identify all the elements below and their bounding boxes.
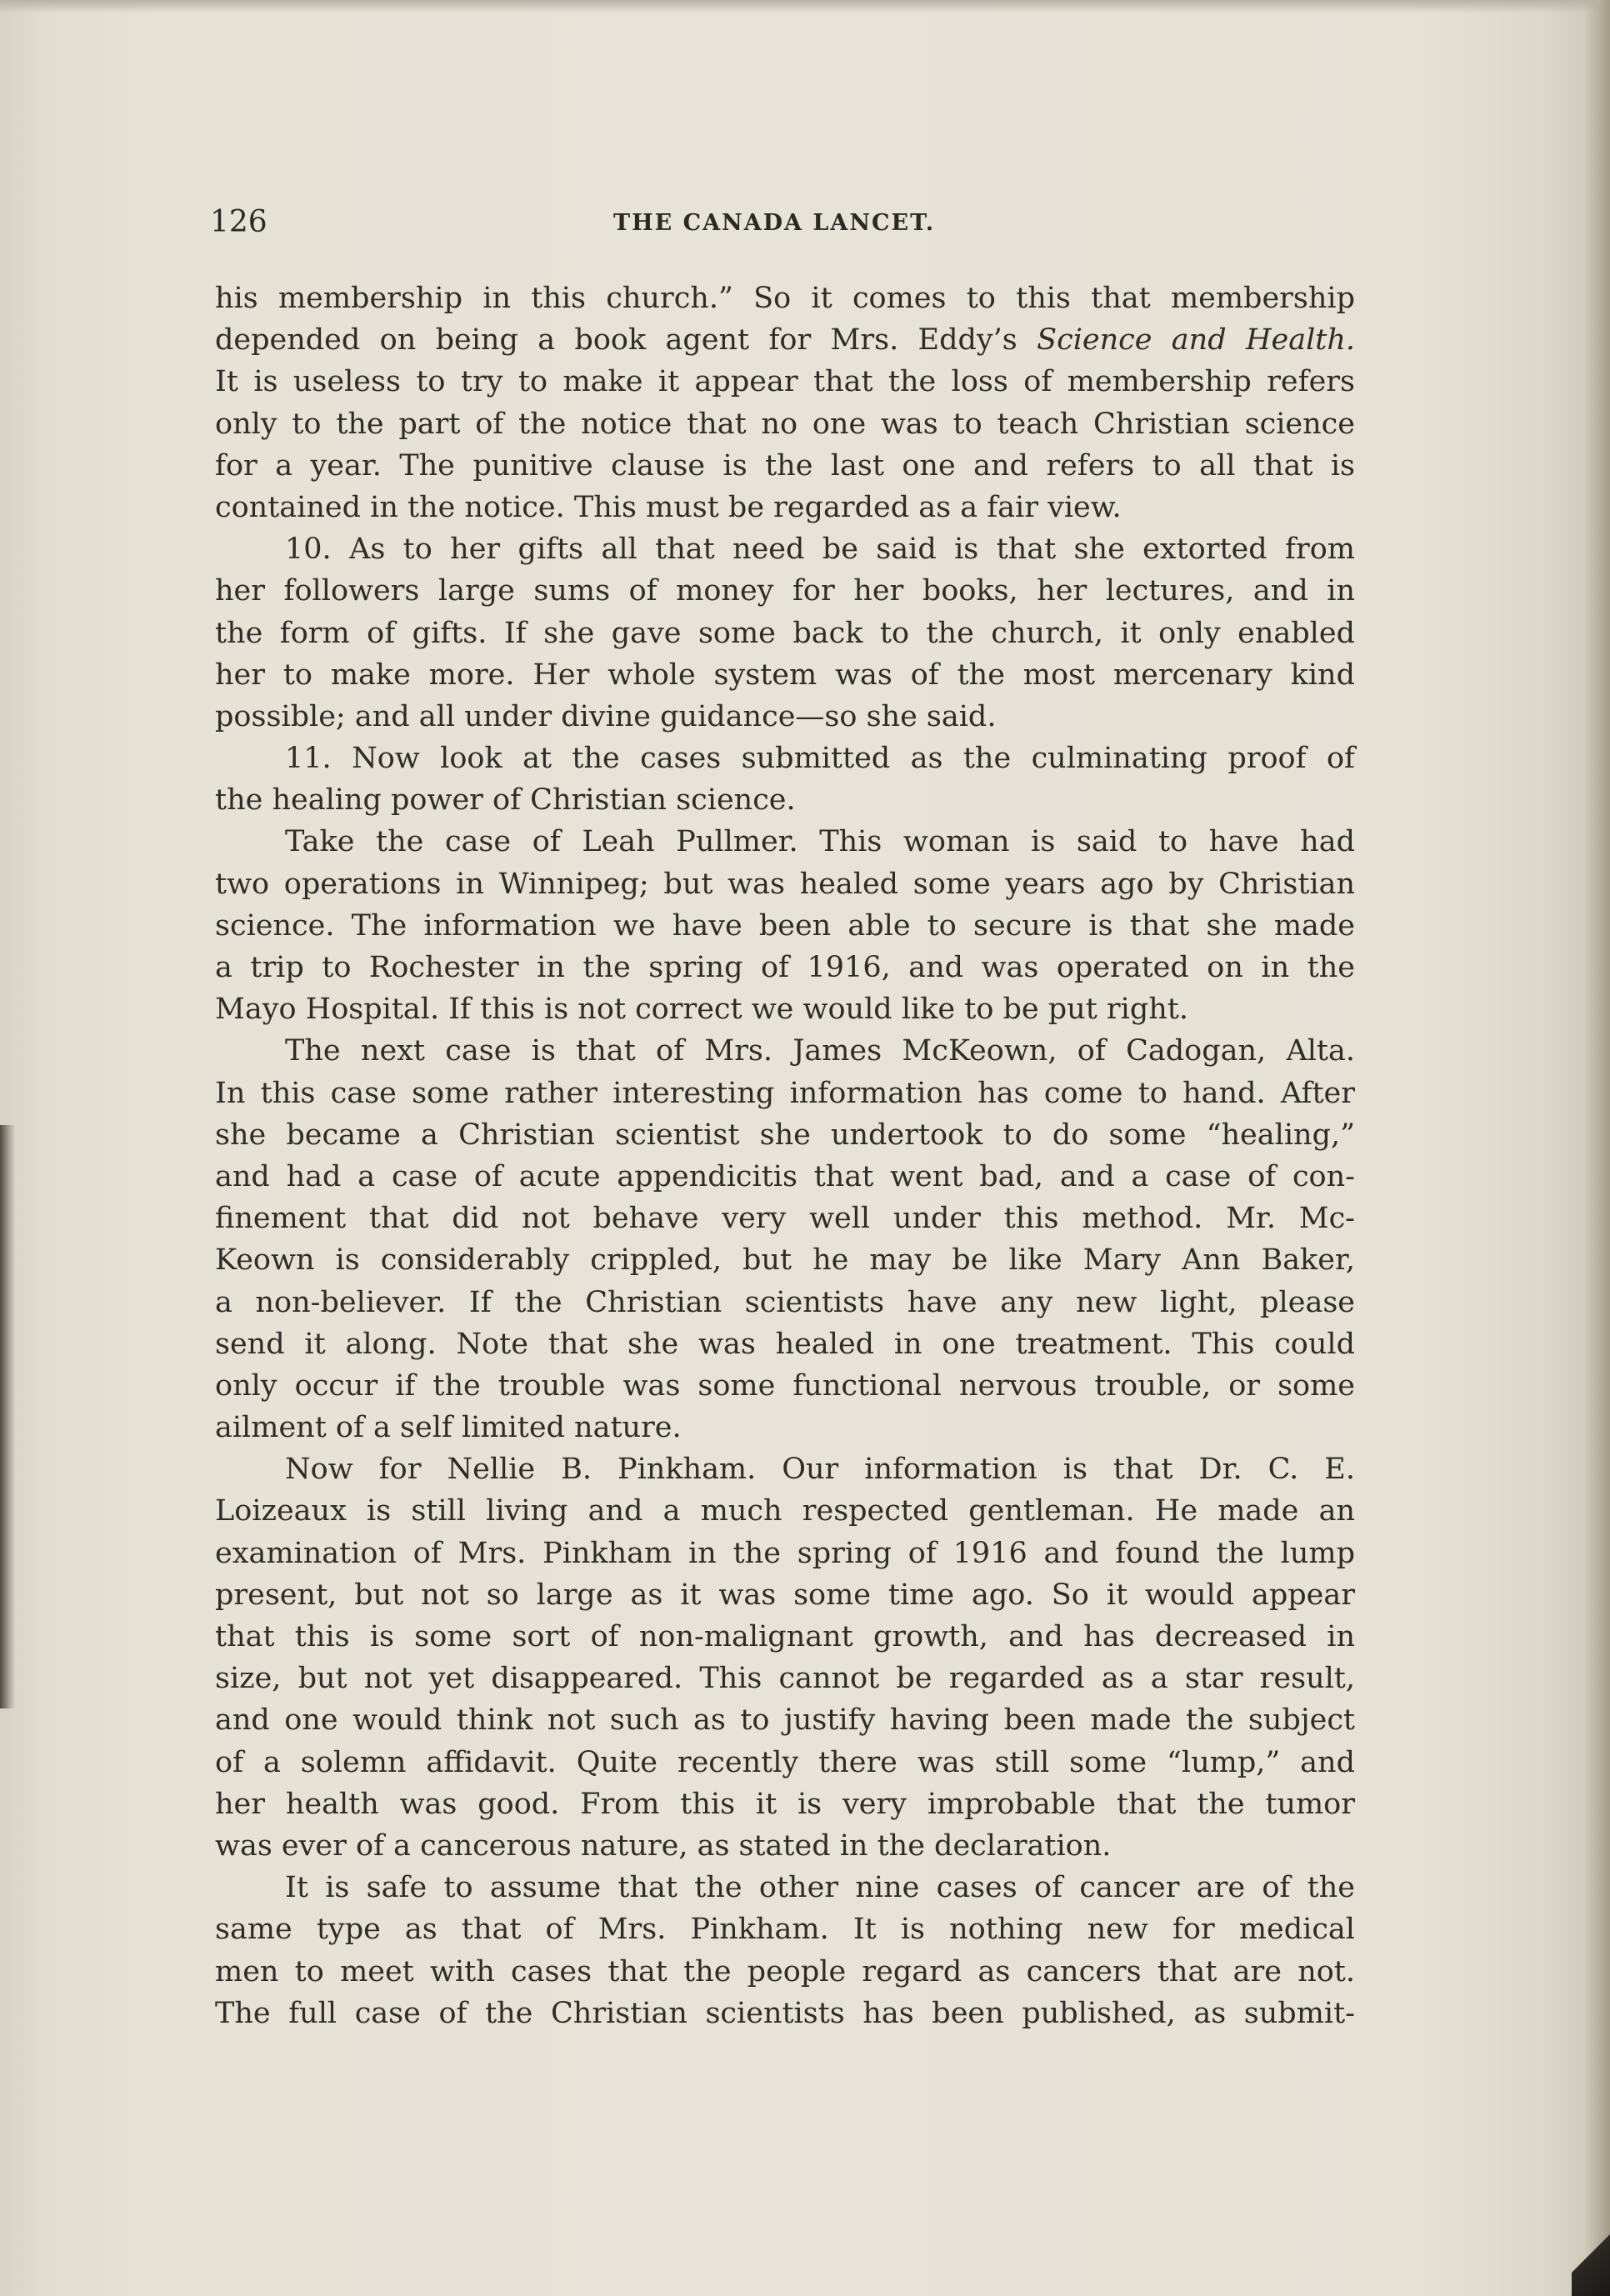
text-line-content: same type as that of Mrs. Pinkham. It is nothing new for medical [215,1913,1355,1947]
text-line [215,1908,1355,1950]
running-head [0,205,1610,247]
text-line [215,403,1355,445]
text-line-content: his membership in this church.” So it comes to this that membership [215,282,1355,315]
binding-shadow [0,1125,15,1708]
right-page-edge [1585,0,1610,2296]
text-line [215,863,1355,905]
text-line-content: send it along. Note that she was healed in one treatment. This could [215,1327,1355,1361]
text-line-content: It is safe to assume that the other nine cases of cancer are of the [285,1871,1355,1905]
text-line [215,1198,1355,1239]
text-line-content: the healing power of Christian science. [215,783,796,818]
text-line-content: present, but not so large as it was some time ago. So it would appear [215,1578,1355,1612]
text-line [215,1699,1355,1741]
text-line-content: The next case is that of Mrs. James McKeown, of Cadogan, Alta. [285,1034,1355,1068]
text-line [215,1156,1355,1198]
text-line [215,1114,1355,1156]
text-line-content: and had a case of acute appendicitis that went bad, and a case of con- [215,1159,1355,1193]
text-line-content: of a solemn affidavit. Quite recently there was still some “lump,” and [215,1745,1355,1779]
text-line [215,947,1355,988]
text-line-content: two operations in Winnipeg; but was healed some years ago by Christian [215,867,1355,901]
text-line-content: Take the case of Leah Pullmer. This woman is said to have had [285,825,1355,859]
text-line-content: a non-believer. If the Christian scientists have any new light, please [215,1285,1355,1319]
text-line-content: men to meet with cases that the people regard as cancers that are not. [215,1954,1355,1988]
text-line [215,1448,1355,1490]
text-line [215,1825,1355,1867]
article-body [215,278,1355,2034]
text-line-content: Loizeaux is still living and a much respected gentleman. He made an [215,1494,1355,1528]
text-line-content: her to make more. Her whole system was of the most mercenary kind [215,658,1355,692]
text-line-content: only to the part of the notice that no one was to teach Christian science [215,407,1355,441]
text-line-content: 10. As to her gifts all that need be said is that she extorted from [285,533,1355,567]
text-line-content: ailment of a self limited nature. [215,1411,682,1445]
page-number: 126 [210,205,268,239]
text-line-content: Keown is considerably crippled, but he may be like Mary Ann Baker, [215,1243,1355,1278]
text-line [215,1867,1355,1908]
text-line-content: was ever of a cancerous nature, as stated in the declaration. [215,1828,1112,1863]
text-line-content: the form of gifts. If she gave some back to the church, it only enabled [215,616,1355,650]
text-line-content: depended on being a book agent for Mrs. Eddy’s [215,323,1038,358]
text-line [215,1323,1355,1365]
text-line [215,654,1355,696]
text-line [215,1783,1355,1825]
text-line [215,1574,1355,1616]
text-line [215,738,1355,779]
text-line [215,528,1355,570]
text-line [215,1030,1355,1072]
text-line-content: her health was good. From this it is very improbable that the tumor [215,1787,1355,1821]
text-line [215,905,1355,947]
text-line [215,1658,1355,1699]
text-line-content: In this case some rather interesting information has come to hand. After [215,1076,1355,1110]
top-edge-shadow [0,0,1610,13]
journal-title: THE CANADA LANCET. [613,210,936,236]
text-line-content: examination of Mrs. Pinkham in the spring of 1916 and found the lump [215,1536,1355,1570]
text-line-content: possible; and all under divine guidance—so she said. [215,699,997,733]
text-line-content: her followers large sums of money for her books, her lectures, and in [215,574,1355,608]
text-line-content: Mayo Hospital. If this is not correct we would like to be put right. [215,993,1188,1027]
text-line [215,319,1355,361]
text-line [215,1616,1355,1658]
text-line [215,1073,1355,1114]
book-title: Science and Health. [1037,323,1355,358]
text-line-content: and one would think not such as to justify having been made the subject [215,1703,1355,1738]
text-line [215,821,1355,863]
text-line-content: only occur if the trouble was some functional nervous trouble, or some [215,1368,1355,1403]
text-line [215,1490,1355,1532]
text-line [215,1239,1355,1281]
text-line-content: that this is some sort of non-malignant growth, and has decreased in [215,1620,1355,1653]
text-line-content: Now for Nellie B. Pinkham. Our information is that Dr. C. E. [285,1453,1355,1487]
text-line [215,1407,1355,1448]
text-line [215,779,1355,821]
text-line-content: science. The information we have been able to secure is that she made [215,908,1355,943]
text-line-content: 11. Now look at the cases submitted as the culminating proof of [285,742,1355,776]
page-corner-shadow [1572,2221,1610,2296]
text-line [215,613,1355,654]
text-line [215,1365,1355,1407]
text-line [215,361,1355,403]
text-line-content: a trip to Rochester in the spring of 1916, and was operated on in the [215,951,1355,984]
text-line [215,445,1355,487]
text-line-content: size, but not yet disappeared. This cannot be regarded as a star result, [215,1662,1355,1696]
text-line-content: for a year. The punitive clause is the last one and refers to all that is [215,448,1355,483]
text-line [215,1533,1355,1574]
text-line-content: It is useless to try to make it appear that the loss of membership refers [215,365,1355,399]
text-line-content: contained in the notice. This must be regarded as a fair view. [215,490,1122,524]
text-line [215,1951,1355,1993]
text-line [215,570,1355,612]
text-line [215,278,1355,319]
text-line [215,988,1355,1030]
text-line [215,1282,1355,1323]
text-line-content: finement that did not behave very well under this method. Mr. Mc- [215,1202,1355,1236]
text-line [215,1993,1355,2034]
text-line [215,1742,1355,1783]
text-line-content: The full case of the Christian scientists has been published, as submit- [215,1996,1355,2030]
text-line [215,487,1355,528]
text-line [215,696,1355,738]
text-line-content: she became a Christian scientist she undertook to do some “healing,” [215,1118,1355,1152]
